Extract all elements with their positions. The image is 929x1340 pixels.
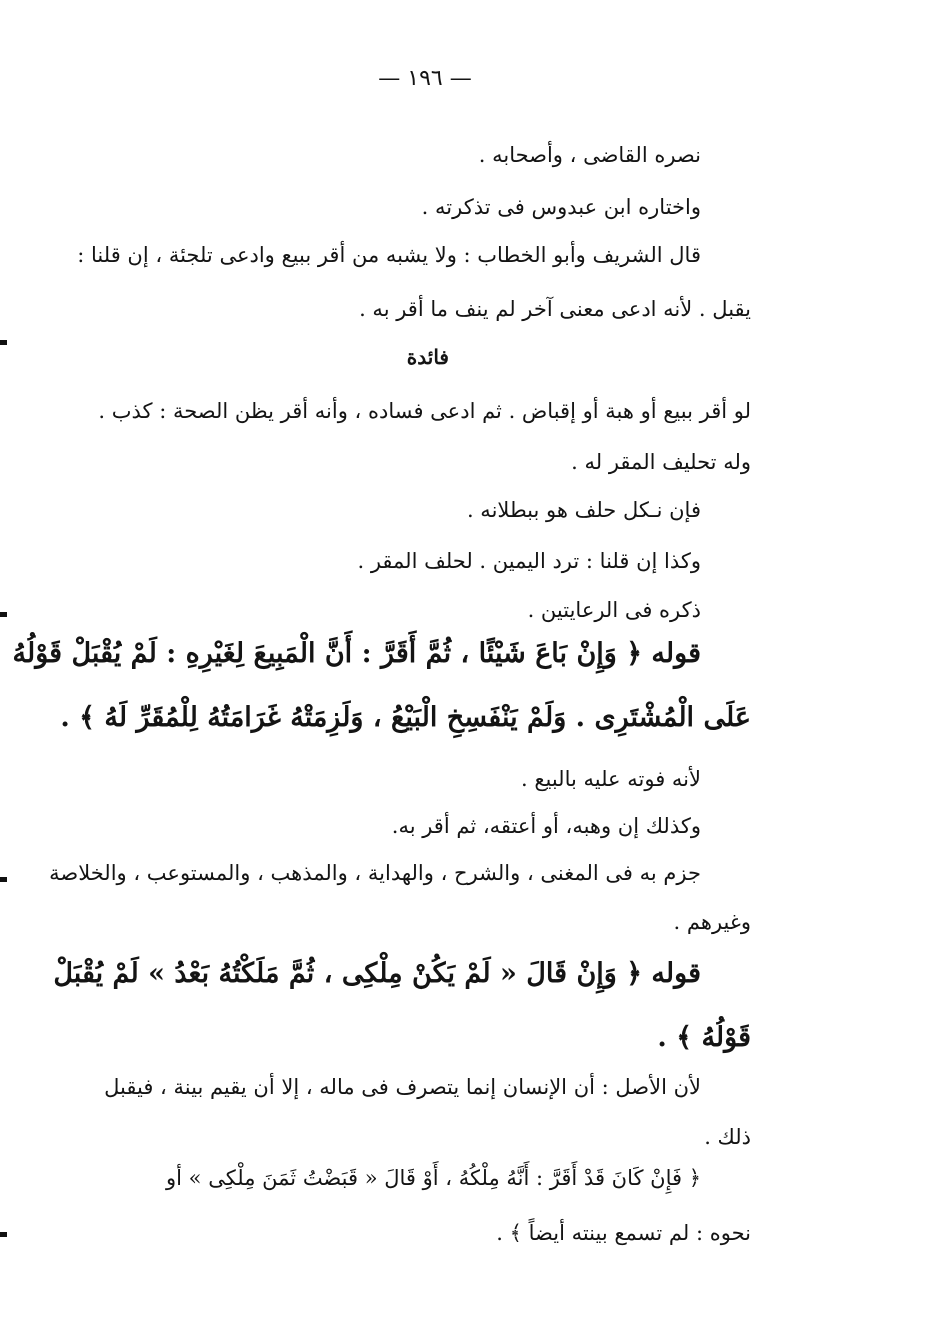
text-line: وكذا إن قلنا : ترد اليمين . لحلف المقر . (357, 549, 701, 573)
scan-margin-mark (0, 612, 7, 617)
section-heading: فائدة (406, 345, 449, 369)
verse-line: قوله ﴿ وَإِنْ قَالَ « لَمْ يَكُنْ مِلْكِى ، ثُمَّ مَلَكْتُهُ بَعْدُ » لَمْ يُقْبَلْ (53, 958, 701, 989)
verse-line: قَوْلُهُ ﴾ . (657, 1022, 751, 1053)
text-line: قال الشريف وأبو الخطاب : ولا يشبه من أقر ببيع وادعى تلجئة ، إن قلنا : (77, 243, 701, 267)
text-line: نصره القاضى ، وأصحابه . (478, 143, 701, 167)
verse-line: عَلَى الْمُشْتَرِى . وَلَمْ يَنْفَسِخِ الْبَيْعُ ، وَلَزِمَتْهُ غَرَامَتُهُ لِلْمُقَرِّ لَهُ ﴾ . (60, 702, 751, 733)
text-line: وكذلك إن وهبه، أو أعتقه، ثم أقر به. (391, 814, 701, 838)
text-line: وغيرهم . (673, 910, 751, 934)
text-line: لو أقر ببيع أو هبة أو إقباض . ثم ادعى فساده ، وأنه أقر يظن الصحة : كذب . (98, 399, 751, 423)
text-line: لأنه فوته عليه بالبيع . (520, 767, 701, 791)
text-line: يقبل . لأنه ادعى معنى آخر لم ينف ما أقر به . (359, 297, 751, 321)
scan-margin-mark (0, 1232, 7, 1237)
text-line: جزم به فى المغنى ، والشرح ، والهداية ، والمذهب ، والمستوعب ، والخلاصة (49, 861, 701, 885)
scan-margin-mark (0, 340, 7, 345)
verse-line: قوله ﴿ وَإِنْ بَاعَ شَيْئًا ، ثُمَّ أَقَرَّ : أَنَّ الْمَبِيعَ لِغَيْرِهِ : لَمْ يُقْبَلْ قَوْلُهُ (12, 638, 701, 669)
text-line: ذكره فى الرعايتين . (527, 598, 701, 622)
scan-margin-mark (0, 877, 7, 882)
text-line: فإن نـكل حلف هو ببطلانه . (466, 498, 701, 522)
text-line: وله تحليف المقر له . (571, 450, 751, 474)
text-line: نحوه : لم تسمع بينته أيضاً ﴾ . (496, 1221, 751, 1245)
text-line: ﴿ فَإِنْ كَانَ قَدْ أَقَرَّ : أَنَّهُ مِلْكُهُ ، أَوْ قَالَ « قَبَضْتُ ثَمَنَ مِلْكِى » أو (166, 1166, 701, 1190)
text-line: واختاره ابن عبدوس فى تذكرته . (421, 195, 701, 219)
text-line: ذلك . (704, 1125, 751, 1149)
text-line: لأن الأصل : أن الإنسان إنما يتصرف فى ماله ، إلا أن يقيم بينة ، فيقبل (104, 1075, 701, 1099)
page-number: — ١٩٦ — (378, 66, 472, 91)
